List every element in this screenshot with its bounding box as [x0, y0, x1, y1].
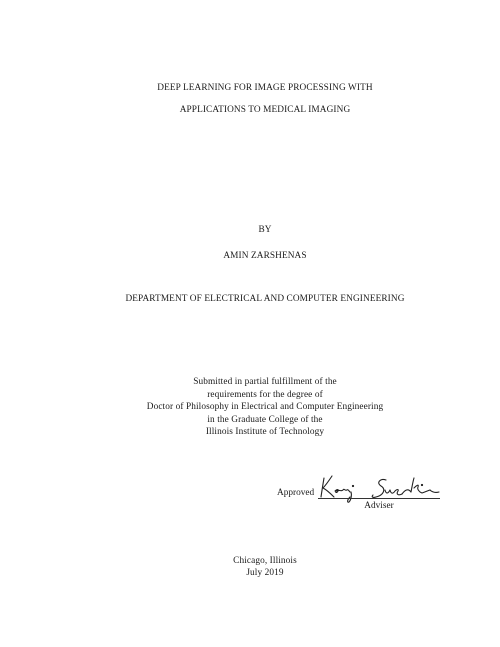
thesis-title-line-2: APPLICATIONS TO MEDICAL IMAGING	[179, 105, 351, 115]
author-name: AMIN ZARSHENAS	[223, 251, 307, 261]
submission-line-1: Submitted in partial fulfillment of the	[193, 377, 337, 387]
department-name: DEPARTMENT OF ELECTRICAL AND COMPUTER ENGINEERING	[125, 294, 405, 304]
submission-line-5: Illinois Institute of Technology	[205, 427, 325, 438]
thesis-title-line-1: DEEP LEARNING FOR IMAGE PROCESSING WITH	[157, 83, 373, 93]
location: Chicago, Illinois	[233, 556, 297, 566]
submission-line-3: Doctor of Philosophy in Electrical and Computer Engineering	[146, 402, 384, 413]
signature-line	[318, 498, 440, 499]
approved-label: Approved	[277, 488, 315, 498]
adviser-label: Adviser	[364, 501, 394, 511]
submission-date: July 2019	[246, 568, 284, 578]
submission-statement	[0, 376, 500, 439]
by-label: BY	[258, 225, 272, 235]
submission-line-4: in the Graduate College of the	[207, 414, 323, 425]
submission-line-2: requirements for the degree of	[207, 389, 323, 400]
